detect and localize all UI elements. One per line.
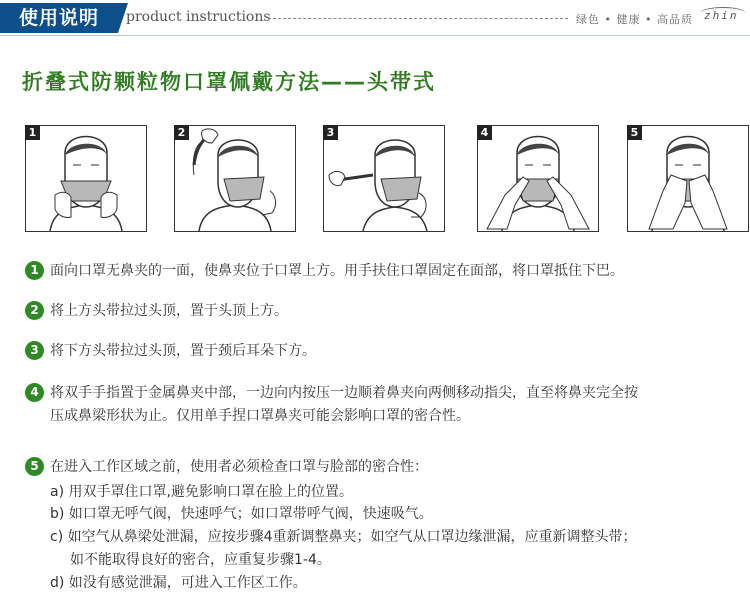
step-text: 在进入工作区域之前，使用者必须检查口罩与脸部的密合性： — [50, 459, 428, 475]
section-subtitle: product instructions — [126, 9, 271, 25]
illustration-step-1 — [25, 125, 147, 232]
step-3-drawing — [323, 125, 445, 232]
header-divider — [268, 18, 568, 19]
check-item-c-continued: 如不能取得良好的密合，应重复步骤1-4。 — [70, 552, 331, 568]
step-illustrations — [0, 125, 750, 235]
check-item-a: a) 用双手罩住口罩,避免影响口罩在脸上的位置。 — [50, 484, 353, 500]
header-bar — [0, 0, 750, 36]
illustration-step-4 — [477, 125, 599, 232]
illustration-step-2 — [174, 125, 296, 232]
step-text: 将下方头带拉过头顶，置于颈后耳朵下方。 — [50, 343, 316, 359]
step-2-drawing — [174, 125, 296, 232]
section-tab: 使用说明 — [0, 3, 118, 33]
step-4-drawing — [477, 125, 599, 232]
step-5-drawing — [627, 125, 749, 232]
page-title: 折叠式防颗粒物口罩佩戴方法——头带式 — [22, 70, 436, 94]
step-1-drawing — [25, 125, 147, 232]
header-underline — [0, 35, 750, 36]
illustration-number: 4 — [477, 125, 492, 140]
illustration-number: 3 — [323, 125, 338, 140]
step-number-badge: 3 — [25, 341, 44, 360]
step-number-badge: 1 — [25, 261, 44, 280]
illustration-step-3 — [323, 125, 445, 232]
step-text-line-1: 将双手手指置于金属鼻夹中部，一边向内按压一边顺着鼻夹向两侧移动指尖，直至将鼻夹完全按 — [50, 385, 638, 401]
check-item-c: c) 如空气从鼻梁处泄漏，应按步骤4重新调整鼻夹；如空气从口罩边缘泄漏，应重新调整头带； — [50, 529, 637, 545]
step-number-badge: 5 — [25, 457, 44, 476]
check-item-d: d) 如没有感觉泄漏，可进入工作区工作。 — [50, 575, 307, 591]
step-number-badge: 2 — [25, 301, 44, 320]
step-number-badge: 4 — [25, 383, 44, 402]
illustration-number: 5 — [627, 125, 642, 140]
header-tags: 绿色 • 健康 • 高品质 — [576, 13, 693, 26]
step-text: 将上方头带拉过头顶，置于头顶上方。 — [50, 303, 288, 319]
brand-logo: zhin — [704, 9, 739, 22]
illustration-number: 2 — [174, 125, 189, 140]
check-item-b: b) 如口罩无呼气阀，快速呼气；如口罩带呼气阀，快速吸气。 — [50, 506, 433, 522]
step-text-line-2: 压成鼻梁形状为止。仅用单手捏口罩鼻夹可能会影响口罩的密合性。 — [50, 408, 470, 424]
illustration-number: 1 — [25, 125, 40, 140]
illustration-step-5 — [627, 125, 749, 232]
step-text: 面向口罩无鼻夹的一面，使鼻夹位于口罩上方。用手扶住口罩固定在面部，将口罩抵住下巴。 — [50, 263, 624, 279]
